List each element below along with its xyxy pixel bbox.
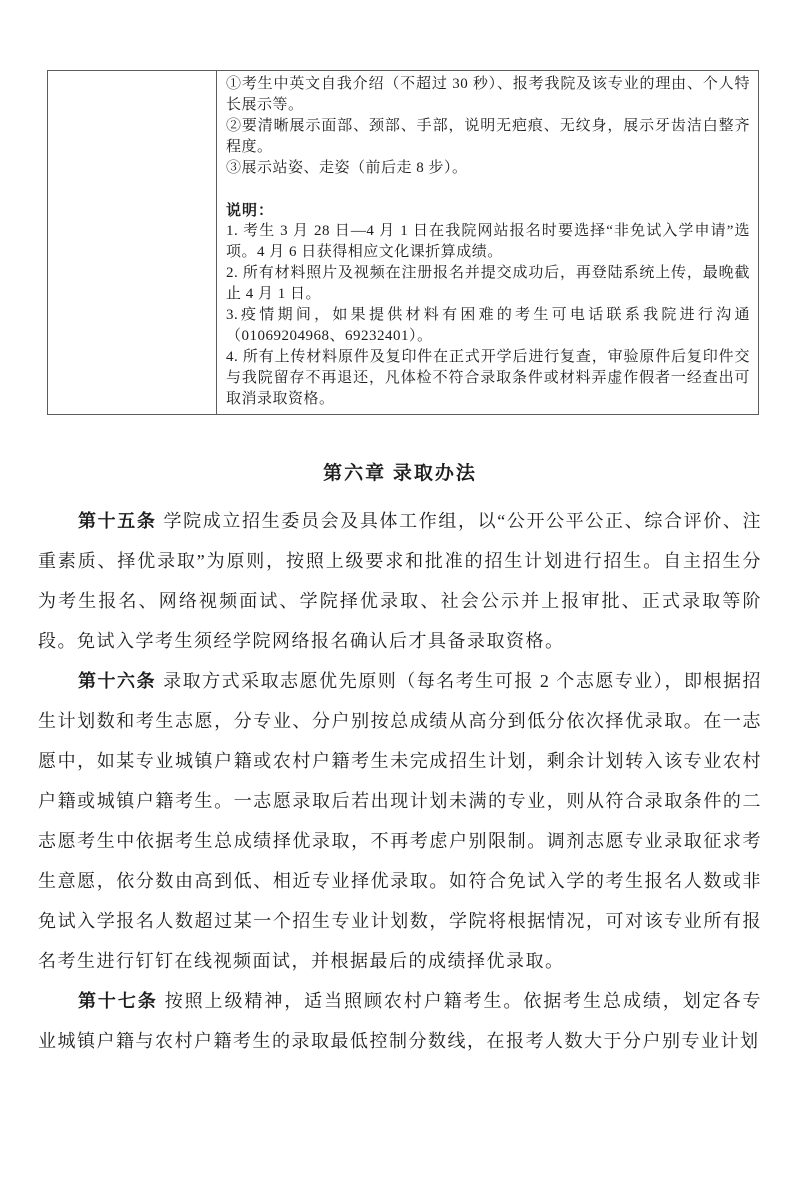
table-empty-cell [48, 71, 217, 414]
interview-item: ③展示站姿、走姿（前后走 8 步）。 [226, 160, 468, 176]
article-text: 录取方式采取志愿优先原则（每名考生可报 2 个志愿专业），即根据招生计划数和考生志愿，分专业、分户别按总成绩从高分到低分依次择优录取。在一志愿中，如某专业城镇户籍或农村户籍考生未完成招生计划，剩余计划转入该专业农村户籍或城镇户籍考生。一志愿录取后若出现计划未满的专业，则从符合录取条件的二志愿考生中依据考生总成绩择优录取，不再考虑户别限制。调剂志愿专业录取征求考生意愿，依分数由高到低、相近专业择优录取。如符合免试入学的考生报名人数或非免试入学报名人数超过某一个招生专业计划数，学院将根据情况，可对该专业所有报名考生进行钉钉在线视频面试，并根据最后的成绩择优录取。 [38, 671, 763, 971]
blank-line [226, 179, 750, 200]
table-content-cell [217, 71, 758, 414]
article-paragraph [38, 661, 762, 981]
interview-item: ②要清晰展示面部、颈部、手部，说明无疤痕、无纹身，展示牙齿洁白整齐程度。 [226, 118, 750, 155]
admission-requirements-table [47, 70, 759, 415]
note-item: 4. 所有上传材料原件及复印件在正式开学后进行复查，审验原件后复印件交与我院留存不再退还，凡体检不符合录取条件或材料弄虚作假者一经查出可取消录取资格。 [226, 349, 750, 407]
article-paragraph [38, 981, 762, 1061]
chapter-heading: 第六章 录取办法 [323, 463, 477, 484]
note-item: 3.疫情期间，如果提供材料有困难的考生可电话联系我院进行沟通（01069204968、69232401）。 [226, 307, 750, 344]
note-item: 2. 所有材料照片及视频在注册报名并提交成功后，再登陆系统上传，最晚截止 4 月 1 日。 [226, 265, 750, 302]
article-label: 第十七条 [78, 991, 158, 1011]
note-item: 1. 考生 3 月 28 日—4 月 1 日在我院网站报名时要选择“非免试入学申请”选项。4 月 6 日获得相应文化课折算成绩。 [226, 223, 750, 260]
article-label: 第十六条 [78, 671, 157, 691]
article-text: 学院成立招生委员会及具体工作组，以“公开公平公正、综合评价、注重素质、择优录取”为原则，按照上级要求和批准的招生计划进行招生。自主招生分为考生报名、网络视频面试、学院择优录取、社会公示并上报审批、正式录取等阶段。免试入学考生须经学院网络报名确认后才具备录取资格。 [38, 511, 762, 651]
article-label: 第十五条 [78, 511, 157, 531]
article-text: 按照上级精神，适当照顾农村户籍考生。依据考生总成绩，划定各专业城镇户籍与农村户籍考生的录取最低控制分数线，在报考人数大于分户别专业计划 [38, 991, 763, 1051]
notes-label: 说明： [226, 202, 275, 219]
article-paragraph [38, 501, 762, 661]
interview-item: ①考生中英文自我介绍（不超过 30 秒）、报考我院及该专业的理由、个人特长展示等。 [226, 76, 750, 113]
articles-section [38, 501, 762, 1061]
